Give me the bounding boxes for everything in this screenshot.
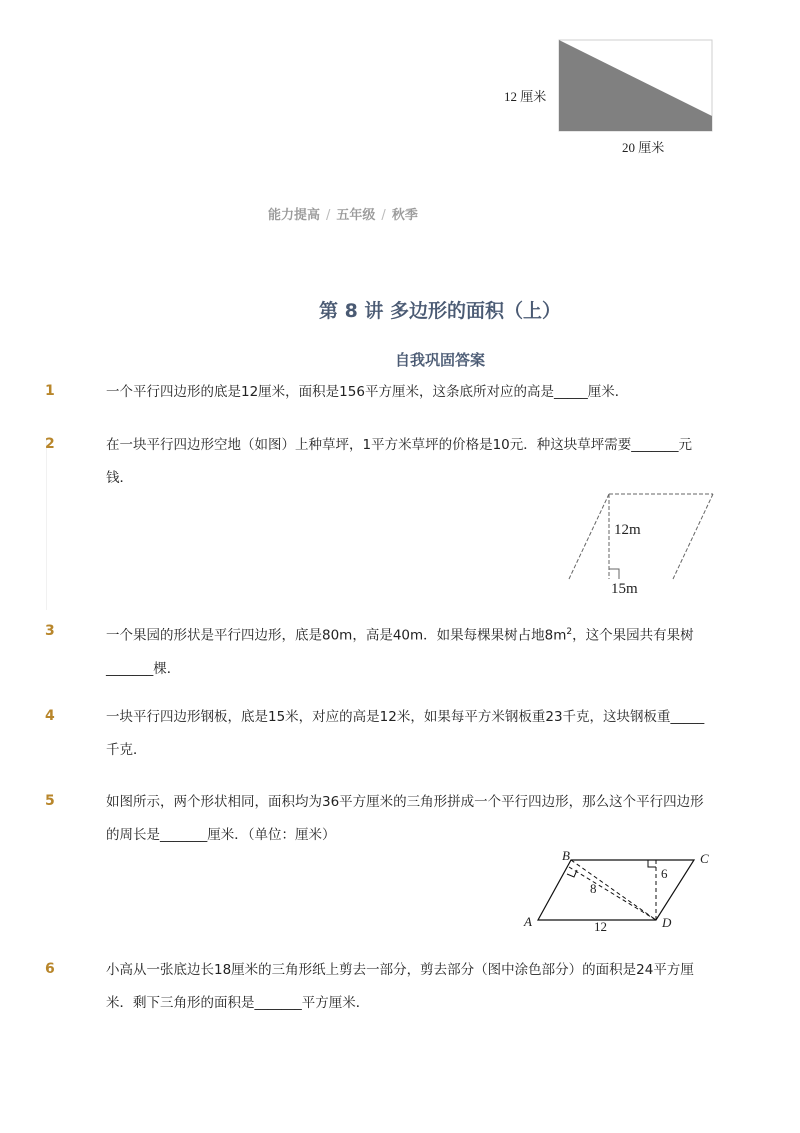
right-angle-mark-top [648,860,656,867]
q2-height-label: 12m [614,522,641,538]
question-text-part: ，这个果园共有果树_______棵． [106,627,694,677]
question-text-part: 一个果园的形状是平行四边形，底是80m，高是40m．如果每棵果树占地8m [106,627,567,644]
breadcrumb-term: 秋季 [391,208,418,223]
question-number: 2 [45,436,55,452]
left-edge [569,494,609,579]
base-label: 12 [594,919,607,934]
parallelogram-outline [538,860,694,920]
question-number: 6 [45,961,55,977]
question-text: 一块平行四边形钢板，底是15米，对应的高是12米，如果每平方米钢板重23千克，这块钢板重_____千克． [106,709,705,758]
vertex-d: D [662,915,672,930]
vertex-c: C [700,851,709,866]
question-text: 小高从一张底边长18厘米的三角形纸上剪去一部分，剪去部分（图中涂色部分）的面积是24平方厘米．剩下三角形的面积是_______平方厘米． [106,962,694,1011]
breadcrumb-grade: 五年级 [336,208,376,223]
breadcrumb-level: 能力提高 [268,208,321,223]
dashed-altitude [569,867,656,920]
height-label: 6 [661,866,668,881]
diagonal-bd [571,860,656,920]
top-triangle-figure [556,36,716,136]
q2-base-label: 15m [611,581,638,597]
right-edge [673,494,713,579]
shaded-triangle [559,40,712,131]
section-title: 自我巩固答案 [394,351,485,369]
top-figure-height-label: 12 厘米 [504,89,547,104]
question-text: 如图所示，两个形状相同，面积均为36平方厘米的三角形拼成一个平行四边形，那么这个平行四边形的周长是_______厘米．（单位：厘米） [106,794,704,843]
vertex-a: A [524,914,532,929]
margin-divider [46,440,47,610]
vertex-b: B [562,848,570,863]
right-angle-mark [609,569,619,579]
lecture-title: 第 8 讲 多边形的面积（上） [318,300,562,322]
top-figure-base-label: 20 厘米 [622,140,665,155]
parallelogram-figure-q2 [565,490,720,585]
question-text: 一个平行四边形的底是12厘米，面积是156平方厘米，这条底所对应的高是_____厘米． [106,384,629,400]
superscript: 2 [566,627,573,637]
breadcrumb [268,204,418,223]
question-number: 3 [45,623,55,639]
question-text [106,616,716,686]
breadcrumb-separator: / [326,208,331,223]
question-number: 5 [45,793,55,809]
question-number: 1 [45,383,55,399]
diagonal-label: 8 [590,881,597,896]
breadcrumb-separator: / [381,208,386,223]
question-text: 在一块平行四边形空地（如图）上种草坪，1平方米草坪的价格是10元．种这块草坪需要_______元钱． [106,437,693,486]
question-number: 4 [45,708,55,724]
